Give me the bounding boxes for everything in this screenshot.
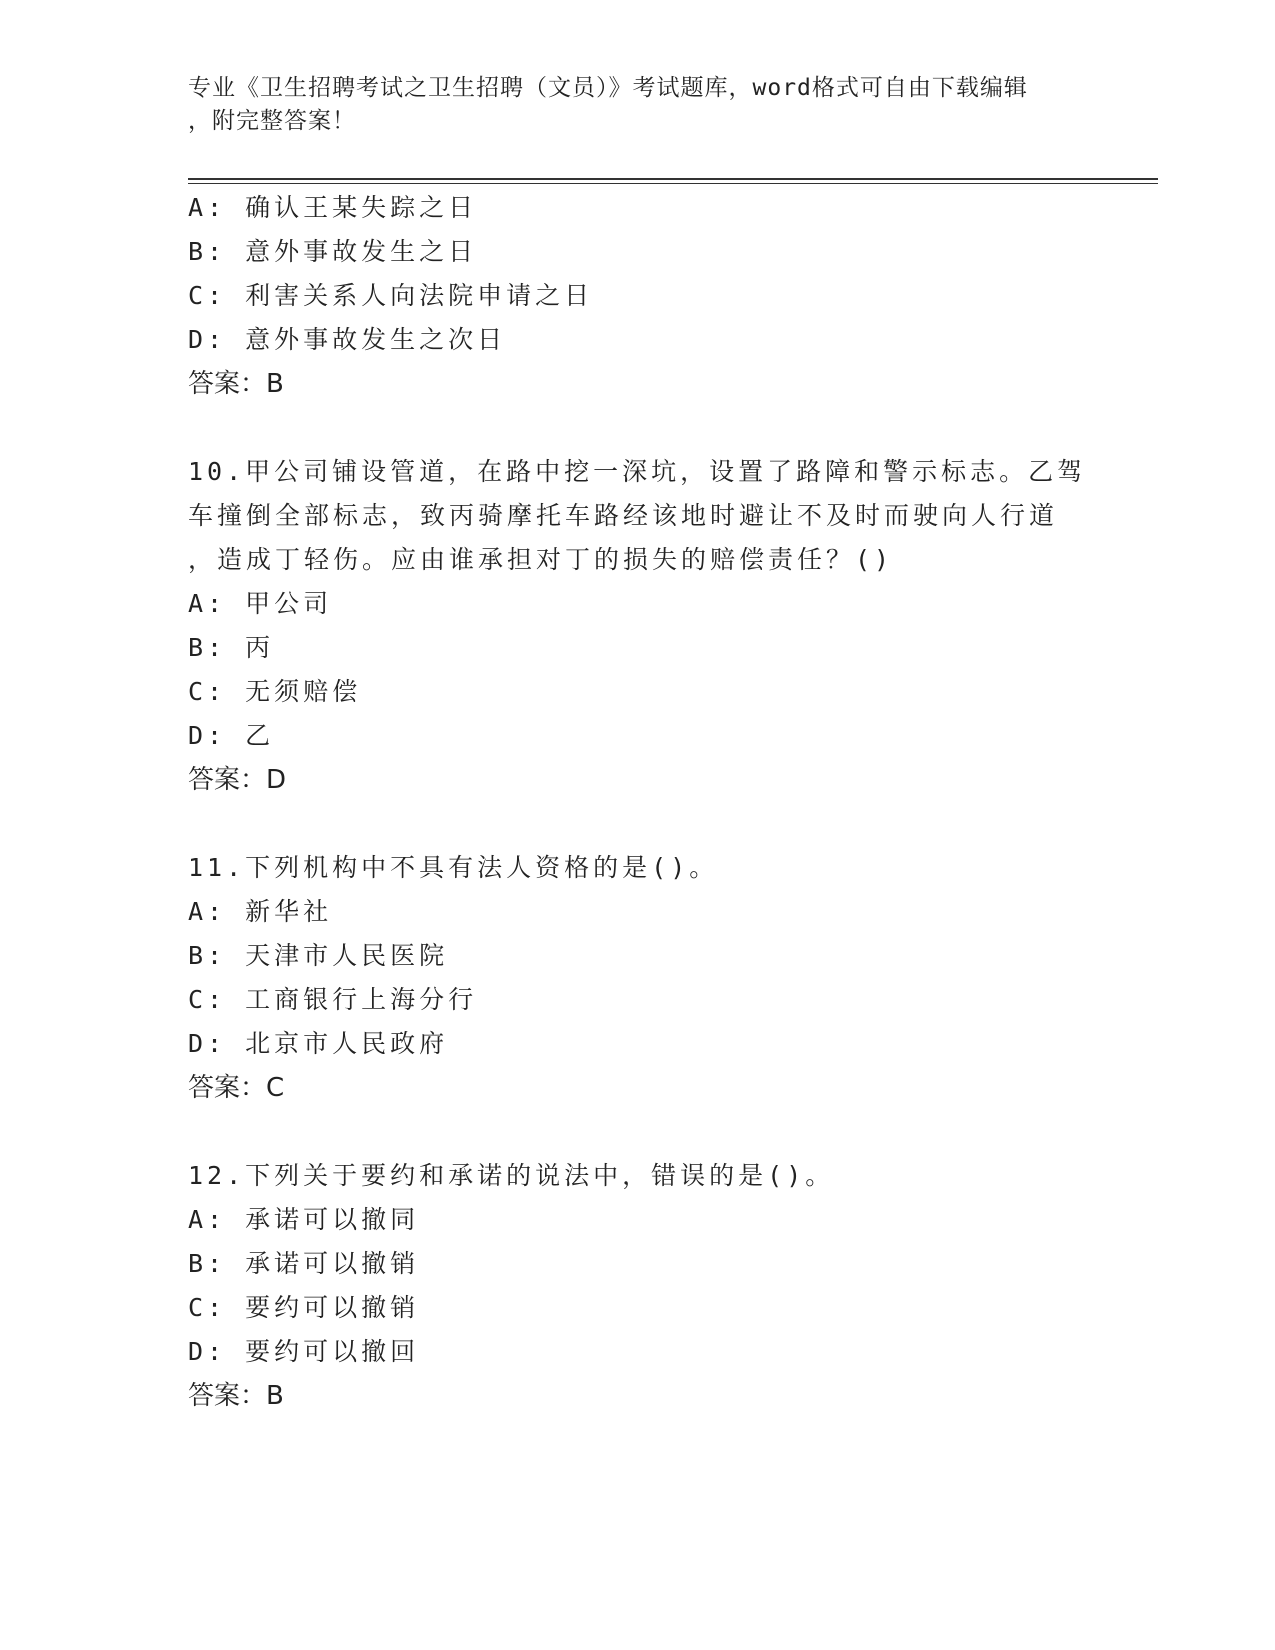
q9-option-c: C: 利害关系人向法院申请之日 [188, 281, 594, 310]
q12-answer: 答案：B [188, 1381, 284, 1411]
q11-option-d: D: 北京市人民政府 [188, 1029, 449, 1058]
q9-option-a: A: 确认王某失踪之日 [188, 193, 478, 222]
q9-option-b: B: 意外事故发生之日 [188, 237, 478, 266]
q12-option-b: B: 承诺可以撤销 [188, 1249, 420, 1278]
header-line-2: ，附完整答案！ [188, 108, 356, 134]
q10-option-a: A: 甲公司 [188, 589, 333, 618]
q11-option-b: B: 天津市人民医院 [188, 941, 449, 970]
q10-stem-line-2: 车撞倒全部标志，致丙骑摩托车路经该地时避让不及时而驶向人行道 [188, 501, 1059, 530]
q9-answer: 答案：B [188, 369, 284, 399]
q10-stem-line-3: ，造成丁轻伤。应由谁承担对丁的损失的赔偿责任？() [188, 545, 894, 574]
q11-answer: 答案：C [188, 1073, 285, 1103]
q12-option-a: A: 承诺可以撤同 [188, 1205, 420, 1234]
q9-option-d: D: 意外事故发生之次日 [188, 325, 507, 354]
q10-option-d: D: 乙 [188, 721, 275, 750]
q10-option-c: C: 无须赔偿 [188, 677, 362, 706]
q10-answer: 答案：D [188, 765, 287, 795]
q12-option-d: D: 要约可以撤回 [188, 1337, 420, 1366]
q11-option-a: A: 新华社 [188, 897, 333, 926]
header-line-1: 专业《卫生招聘考试之卫生招聘（文员）》考试题库，word格式可自由下载编辑 [188, 75, 1028, 101]
q11-option-c: C: 工商银行上海分行 [188, 985, 478, 1014]
q12-option-c: C: 要约可以撤销 [188, 1293, 420, 1322]
header-divider-thick [188, 178, 1158, 180]
header-divider-thin [188, 183, 1158, 184]
q10-stem-line-1: 10.甲公司铺设管道，在路中挖一深坑，设置了路障和警示标志。乙驾 [188, 457, 1087, 486]
q11-stem: 11.下列机构中不具有法人资格的是()。 [188, 853, 719, 882]
q12-stem: 12.下列关于要约和承诺的说法中，错误的是()。 [188, 1161, 835, 1190]
document-header [188, 72, 1088, 138]
q10-option-b: B: 丙 [188, 633, 275, 662]
